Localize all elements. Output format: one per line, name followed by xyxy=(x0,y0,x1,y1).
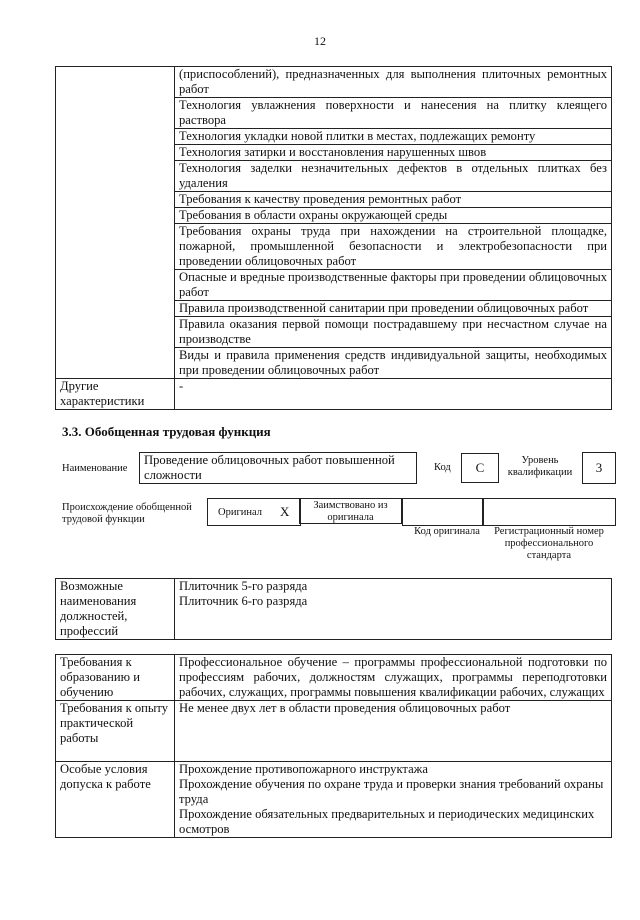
table-row xyxy=(56,67,612,98)
page-number: 12 xyxy=(314,34,326,48)
admission-item: Прохождение обучения по охране труда и проверки знания требований охраны труда xyxy=(179,777,604,806)
knowledge-item: Правила оказания первой помощи пострадавшему при несчастном случае на производстве xyxy=(175,317,612,348)
experience-value: Не менее двух лет в области проведения облицовочных работ xyxy=(175,701,612,762)
origin-code-cell xyxy=(402,498,484,526)
code-caption: Код оригинала xyxy=(414,526,480,537)
code-label: Код xyxy=(434,462,451,473)
knowledge-item: Технология заделки незначительных дефектов в отдельных плитках без удаления xyxy=(175,161,612,192)
knowledge-item: Правила производственной санитарии при проведении облицовочных работ xyxy=(175,301,612,317)
name-label: Наименование xyxy=(62,463,128,474)
job-titles-value xyxy=(175,579,612,640)
table-row xyxy=(56,655,612,701)
origin-original-cell xyxy=(207,498,301,526)
job-title: Плиточник 6-го разряда xyxy=(179,594,308,608)
table-row xyxy=(56,379,612,410)
job-titles-table xyxy=(55,578,612,640)
reg-caption: Регистрационный номер профессионального стандарта xyxy=(494,526,604,561)
education-value: Профессиональное обучение – программы профессиональной подготовки по профессиям рабочих, должностям служащих, программы переподготовки рабочих, служащих, программы повышения квалификации рабочих, служащих xyxy=(175,655,612,701)
knowledge-item: Требования к качеству проведения ремонтных работ xyxy=(175,192,612,208)
other-characteristics-label: Другие характеристики xyxy=(56,379,175,410)
original-label: Оригинал xyxy=(218,507,262,518)
section-title: 3.3. Обобщенная трудовая функция xyxy=(62,424,271,439)
admission-item: Прохождение противопожарного инструктажа xyxy=(179,762,428,776)
knowledge-item: Технология укладки новой плитки в местах, подлежащих ремонту xyxy=(175,129,612,145)
table-row xyxy=(56,579,612,640)
job-title: Плиточник 5-го разряда xyxy=(179,579,308,593)
knowledge-item: Технология увлажнения поверхности и нанесения на плитку клеящего раствора xyxy=(175,98,612,129)
original-mark: X xyxy=(280,504,290,519)
admission-value xyxy=(175,762,612,838)
experience-label: Требования к опыту практической работы xyxy=(56,701,175,762)
borrowed-label: Заимствовано из оригинала xyxy=(299,498,402,524)
other-characteristics-value: - xyxy=(175,379,612,410)
requirements-table xyxy=(55,654,612,838)
function-code-value: C xyxy=(461,453,499,483)
admission-label: Особые условия допуска к работе xyxy=(56,762,175,838)
admission-item: Прохождение обязательных предварительных и периодических медицинских осмотров xyxy=(179,807,595,836)
origin-reg-cell xyxy=(482,498,616,526)
function-level-value: 3 xyxy=(582,452,616,484)
knowledge-item: Требования охраны труда при нахождении на строительной площадке, пожарной, промышленной безопасности и электробезопасности при проведении облицовочных работ xyxy=(175,224,612,270)
function-name-value: Проведение облицовочных работ повышенной сложности xyxy=(139,452,417,484)
knowledge-table xyxy=(55,66,612,410)
knowledge-item: Опасные и вредные производственные факторы при проведении облицовочных работ xyxy=(175,270,612,301)
knowledge-item: (приспособлений), предназначенных для выполнения плиточных ремонтных работ xyxy=(175,67,612,98)
origin-label: Происхождение обобщенной трудовой функции xyxy=(62,502,192,525)
job-titles-label: Возможные наименования должностей, профессий xyxy=(56,579,175,640)
knowledge-item: Технология затирки и восстановления нарушенных швов xyxy=(175,145,612,161)
education-label: Требования к образованию и обучению xyxy=(56,655,175,701)
empty-label-cell xyxy=(56,67,175,379)
knowledge-item: Виды и правила применения средств индивидуальной защиты, необходимых при проведении облицовочных работ xyxy=(175,348,612,379)
table-row xyxy=(56,701,612,762)
table-row xyxy=(56,762,612,838)
knowledge-item: Требования в области охраны окружающей среды xyxy=(175,208,612,224)
level-label: Уровень квалификации xyxy=(507,455,573,478)
